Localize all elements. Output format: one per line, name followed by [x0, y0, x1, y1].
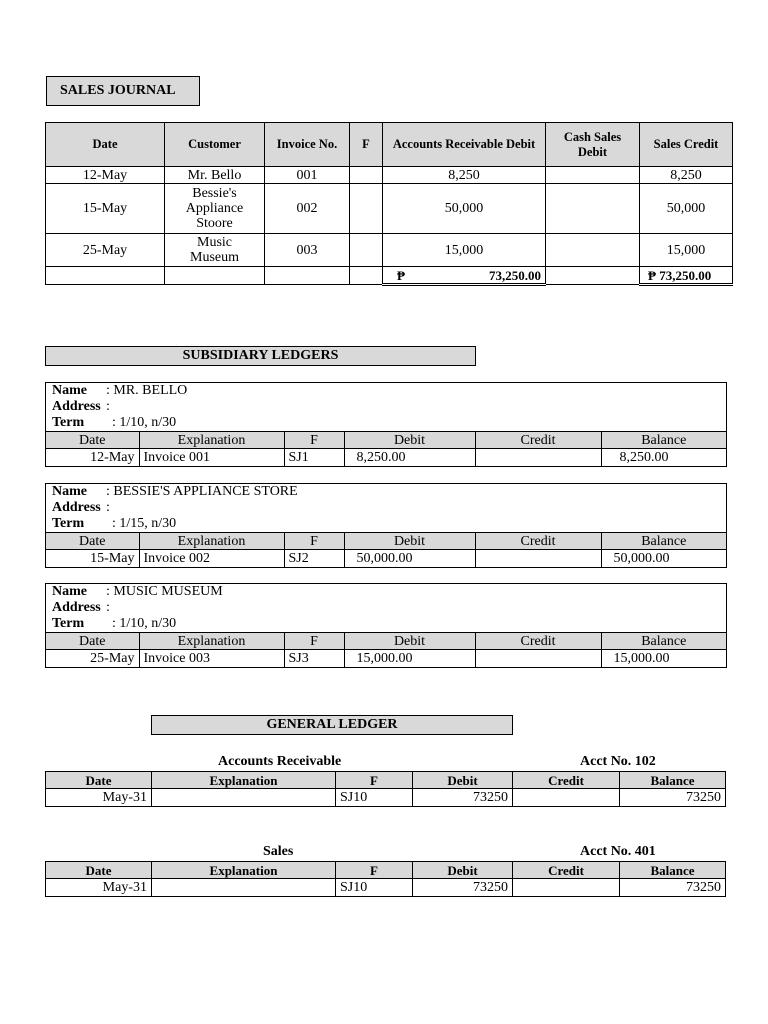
cell-ar-debit: 15,000	[383, 234, 546, 267]
total-sales-credit-value: 73,250.00	[659, 267, 712, 283]
currency-symbol: ₱	[397, 267, 405, 283]
col-header-credit: Credit	[513, 862, 620, 879]
name-line	[52, 584, 726, 600]
ledger-header-row	[46, 432, 726, 449]
col-header-explanation: Explanation	[152, 772, 336, 789]
col-header-invoice: Invoice No.	[265, 123, 350, 167]
address-line	[52, 600, 726, 616]
term-value: : 1/10, n/30	[112, 616, 177, 631]
cell-debit: 8,250.00	[344, 449, 475, 466]
cell-sales-credit: 8,250	[640, 167, 733, 184]
name-label: Name	[52, 484, 87, 499]
cell-date: 12-May	[46, 167, 165, 184]
currency-symbol: ₱	[648, 267, 656, 283]
term-line	[52, 516, 726, 532]
table-row	[46, 449, 726, 466]
gl-header-row	[46, 862, 726, 879]
address-line	[52, 500, 726, 516]
cell-balance: 8,250.00	[601, 449, 726, 466]
table-row	[46, 550, 726, 567]
name-label: Name	[52, 584, 87, 599]
cell-empty	[265, 267, 350, 285]
card-header	[46, 484, 726, 532]
col-header-date: Date	[46, 772, 152, 789]
cell-date: May-31	[46, 789, 152, 807]
col-header-f: F	[284, 432, 344, 449]
name-value: : MR. BELLO	[106, 383, 188, 398]
cell-explanation: Invoice 003	[139, 650, 284, 667]
name-line	[52, 484, 726, 500]
col-header-date: Date	[46, 633, 139, 650]
cell-f	[350, 184, 383, 234]
cell-cash-debit	[546, 184, 640, 234]
name-value: : BESSIE'S APPLIANCE STORE	[106, 484, 298, 499]
general-ledger-title	[151, 715, 513, 735]
ledger-table	[46, 431, 726, 466]
cell-credit	[513, 879, 620, 897]
col-header-explanation: Explanation	[152, 862, 336, 879]
cell-invoice: 002	[265, 184, 350, 234]
ledger-header-row	[46, 633, 726, 650]
total-ar-debit-value: 73,250.00	[489, 267, 541, 283]
sales-journal-table	[45, 122, 733, 286]
table-row	[46, 184, 733, 234]
name-label: Name	[52, 383, 87, 398]
name-value: : MUSIC MUSEUM	[106, 584, 223, 599]
term-line	[52, 616, 726, 632]
cell-customer: Mr. Bello	[165, 167, 265, 184]
col-header-date: Date	[46, 432, 139, 449]
col-header-date: Date	[46, 533, 139, 550]
term-label: Term	[52, 616, 85, 631]
cell-date: 12-May	[46, 449, 139, 466]
col-header-debit: Debit	[344, 533, 475, 550]
term-line	[52, 415, 726, 431]
subsidiary-ledgers-title	[45, 346, 476, 366]
col-header-explanation: Explanation	[139, 533, 284, 550]
subsidiary-card-music-museum	[45, 583, 727, 668]
term-label: Term	[52, 415, 85, 430]
term-value: : 1/10, n/30	[112, 415, 177, 430]
cell-f: SJ3	[284, 650, 344, 667]
gl-account-number: Acct No. 102	[580, 754, 656, 769]
general-ledger-title-text: GENERAL LEDGER	[266, 717, 398, 732]
cell-invoice: 001	[265, 167, 350, 184]
subsidiary-card-bessies	[45, 483, 727, 568]
cell-date: 25-May	[46, 234, 165, 267]
col-header-sales-credit: Sales Credit	[640, 123, 733, 167]
card-header	[46, 584, 726, 632]
cell-credit	[475, 650, 601, 667]
col-header-balance: Balance	[601, 432, 726, 449]
col-header-explanation: Explanation	[139, 432, 284, 449]
col-header-credit: Credit	[475, 633, 601, 650]
table-row	[46, 879, 726, 897]
col-header-f: F	[350, 123, 383, 167]
table-row	[46, 234, 733, 267]
cell-balance: 15,000.00	[601, 650, 726, 667]
table-row	[46, 650, 726, 667]
cell-empty	[546, 267, 640, 285]
cell-empty	[350, 267, 383, 285]
cell-f: SJ1	[284, 449, 344, 466]
address-value: :	[106, 600, 110, 615]
col-header-date: Date	[46, 862, 152, 879]
table-row	[46, 789, 726, 807]
cell-debit: 73250	[413, 879, 513, 897]
total-sales-credit	[640, 267, 733, 285]
col-header-credit: Credit	[475, 432, 601, 449]
cell-f	[350, 167, 383, 184]
cell-explanation	[152, 879, 336, 897]
cell-invoice: 003	[265, 234, 350, 267]
cell-cash-debit	[546, 167, 640, 184]
card-header	[46, 383, 726, 431]
col-header-debit: Debit	[413, 862, 513, 879]
col-header-f: F	[284, 533, 344, 550]
cell-credit	[475, 550, 601, 567]
cell-f	[350, 234, 383, 267]
cell-debit: 50,000.00	[344, 550, 475, 567]
gl-account-name: Sales	[263, 844, 294, 859]
col-header-balance: Balance	[601, 633, 726, 650]
cell-date: 15-May	[46, 550, 139, 567]
total-ar-debit	[383, 267, 546, 285]
subsidiary-card-bello	[45, 382, 727, 467]
cell-explanation: Invoice 002	[139, 550, 284, 567]
cell-date: 25-May	[46, 650, 139, 667]
cell-credit	[513, 789, 620, 807]
subsidiary-ledgers-title-text: SUBSIDIARY LEDGERS	[182, 348, 339, 363]
col-header-balance: Balance	[620, 862, 726, 879]
sales-journal-title	[46, 76, 200, 106]
cell-customer: Music Museum	[165, 234, 265, 267]
col-header-cash-debit: Cash Sales Debit	[546, 123, 640, 167]
address-value: :	[106, 399, 110, 414]
ledger-table	[46, 532, 726, 567]
address-label: Address	[52, 500, 101, 515]
address-label: Address	[52, 600, 101, 615]
col-header-debit: Debit	[413, 772, 513, 789]
ledger-table	[46, 632, 726, 667]
col-header-debit: Debit	[344, 432, 475, 449]
cell-cash-debit	[546, 234, 640, 267]
address-value: :	[106, 500, 110, 515]
term-label: Term	[52, 516, 85, 531]
cell-customer: Bessie's Appliance Stoore	[165, 184, 265, 234]
cell-debit: 73250	[413, 789, 513, 807]
cell-sales-credit: 50,000	[640, 184, 733, 234]
cell-empty	[46, 267, 165, 285]
cell-ar-debit: 8,250	[383, 167, 546, 184]
cell-date: 15-May	[46, 184, 165, 234]
cell-sales-credit: 15,000	[640, 234, 733, 267]
sales-journal-header-row	[46, 123, 733, 167]
cell-debit: 15,000.00	[344, 650, 475, 667]
col-header-date: Date	[46, 123, 165, 167]
col-header-balance: Balance	[601, 533, 726, 550]
cell-balance: 73250	[620, 789, 726, 807]
col-header-balance: Balance	[620, 772, 726, 789]
col-header-f: F	[284, 633, 344, 650]
col-header-credit: Credit	[475, 533, 601, 550]
col-header-explanation: Explanation	[139, 633, 284, 650]
col-header-f: F	[336, 862, 413, 879]
gl-table-sales	[45, 861, 726, 897]
gl-header-row	[46, 772, 726, 789]
col-header-credit: Credit	[513, 772, 620, 789]
cell-empty	[165, 267, 265, 285]
cell-explanation: Invoice 001	[139, 449, 284, 466]
term-value: : 1/15, n/30	[112, 516, 177, 531]
address-line	[52, 399, 726, 415]
cell-date: May-31	[46, 879, 152, 897]
name-line	[52, 383, 726, 399]
ledger-header-row	[46, 533, 726, 550]
gl-table-accounts-receivable	[45, 771, 726, 807]
cell-balance: 50,000.00	[601, 550, 726, 567]
cell-f: SJ2	[284, 550, 344, 567]
table-row	[46, 167, 733, 184]
cell-f: SJ10	[336, 879, 413, 897]
col-header-customer: Customer	[165, 123, 265, 167]
cell-credit	[475, 449, 601, 466]
gl-account-name: Accounts Receivable	[218, 754, 342, 769]
gl-account-number: Acct No. 401	[580, 844, 656, 859]
sales-journal-title-text: SALES JOURNAL	[60, 83, 176, 98]
col-header-debit: Debit	[344, 633, 475, 650]
col-header-f: F	[336, 772, 413, 789]
cell-explanation	[152, 789, 336, 807]
cell-f: SJ10	[336, 789, 413, 807]
cell-ar-debit: 50,000	[383, 184, 546, 234]
address-label: Address	[52, 399, 101, 414]
total-row	[46, 267, 733, 285]
cell-balance: 73250	[620, 879, 726, 897]
col-header-ar-debit: Accounts Receivable Debit	[383, 123, 546, 167]
